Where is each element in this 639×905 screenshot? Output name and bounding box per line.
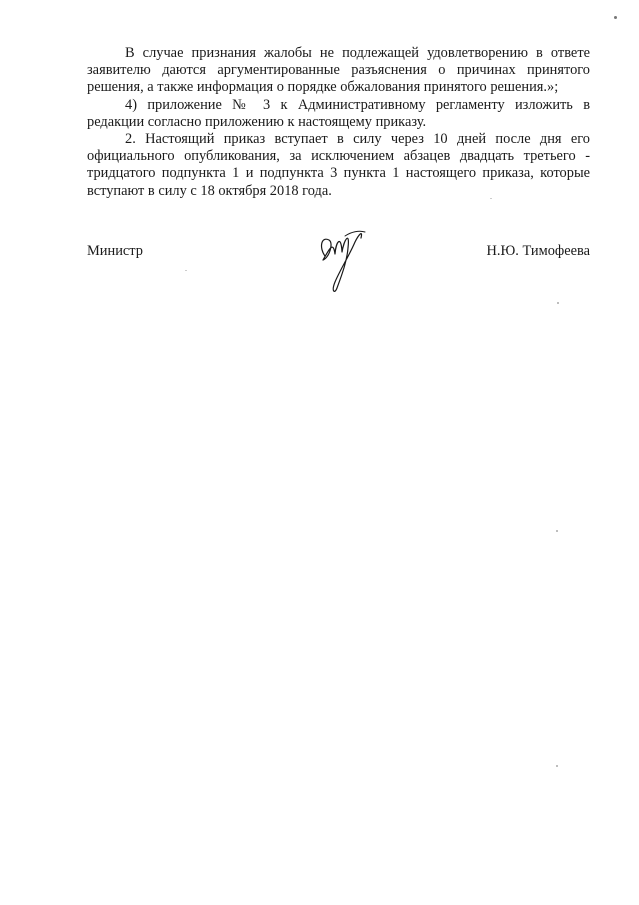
position-title: Министр	[87, 243, 143, 259]
paragraph-effective-date: 2. Настоящий приказ вступает в силу через 10 дней после дня его официального опубликования, за исключением абзацев двадцать третьего - тридцатого подпункта 1 и подпункта 3 пункта 1 настоящего приказа, которые вступают в силу с 18 октября 2018 года.	[87, 131, 590, 199]
signatory-name: Н.Ю. Тимофеева	[486, 243, 590, 259]
scan-speck	[490, 198, 492, 199]
paragraph-complaint-response: В случае признания жалобы не подлежащей удовлетворению в ответе заявителю даются аргументированные разъяснения о причинах принятого решения, а также информация о порядке обжалования принятого решения.»;	[87, 45, 590, 96]
scan-speck	[614, 16, 617, 19]
scan-speck	[556, 765, 558, 767]
paragraph-appendix-3: 4) приложение № 3 к Административному регламенту изложить в редакции согласно приложению к настоящему приказу.	[87, 96, 590, 130]
handwritten-signature	[315, 226, 370, 296]
scan-speck	[556, 530, 558, 532]
scan-speck	[185, 270, 187, 271]
scan-speck	[557, 302, 559, 304]
document-body	[87, 45, 590, 200]
